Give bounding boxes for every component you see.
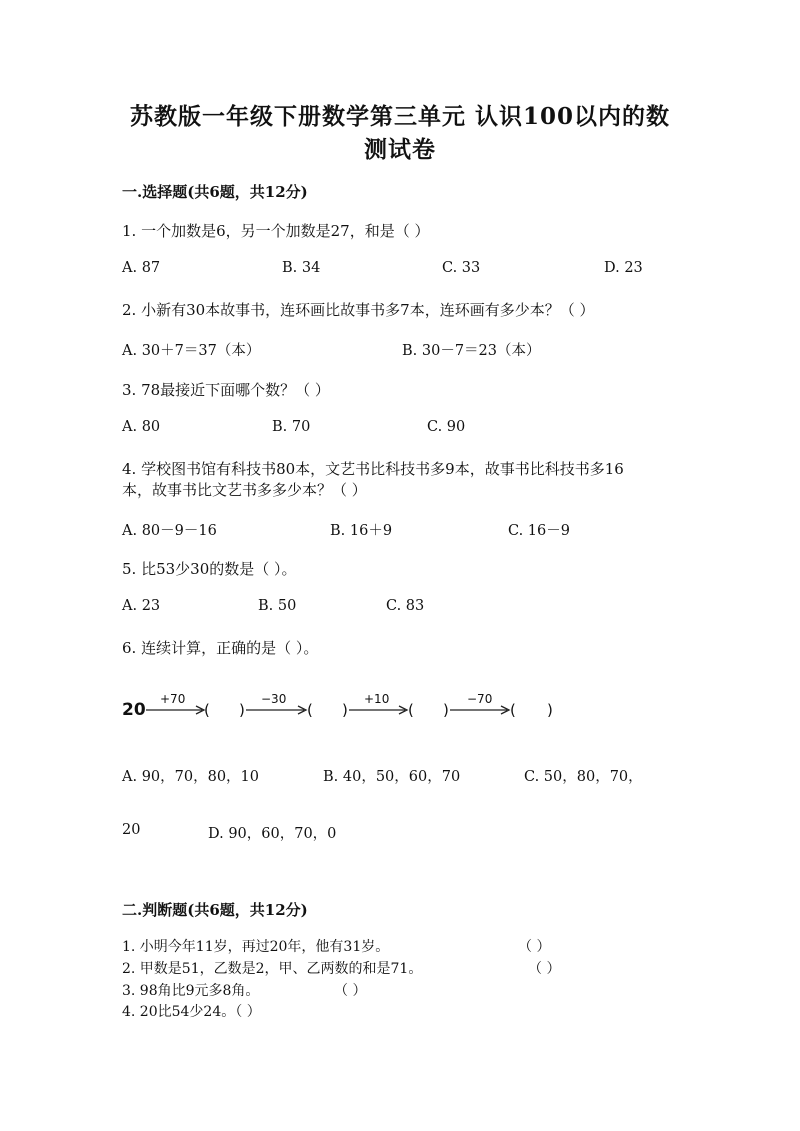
chain-start-number: 20 <box>122 700 146 720</box>
question-4-line-2: 本，故事书比文艺书多多少本？（ ） <box>122 481 367 499</box>
q1-option-d: D. 23 <box>604 260 643 276</box>
q5-option-a: A. 23 <box>122 598 161 614</box>
chain-op-2: −30 <box>261 692 287 706</box>
q6-option-c-continued: 20 <box>122 822 141 838</box>
q4-option-c: C. 16－9 <box>508 523 570 539</box>
question-2: 2. 小新有30本故事书，连环画比故事书多7本，连环画有多少本？（ ） <box>122 301 595 319</box>
q6-option-a: A. 90，70，80，10 <box>122 769 259 785</box>
chain-bracket-open-1: ( <box>204 701 210 719</box>
judgement-1 <box>122 936 551 956</box>
judgement-3-text: 3. 98角比9元多8角。 <box>122 983 260 999</box>
judgement-2-paren: （ ） <box>528 961 561 977</box>
judgement-2 <box>122 958 561 978</box>
title-line-2: 测试卷 <box>364 136 436 163</box>
judgement-3 <box>122 980 367 1000</box>
chain-bracket-open-2: ( <box>307 701 313 719</box>
judgement-1-text: 1. 小明今年11岁，再过20年，他有31岁。 <box>122 939 390 955</box>
q6-option-b: B. 40，50，60，70 <box>323 769 461 785</box>
chain-arrow-4 <box>450 692 509 714</box>
chain-arrow-3 <box>349 692 407 714</box>
q4-option-b: B. 16＋9 <box>330 523 393 539</box>
chain-arrow-2 <box>246 692 306 714</box>
chain-arrow-1 <box>146 692 204 714</box>
chain-bracket-close-4: ) <box>547 701 553 719</box>
q1-option-a: A. 87 <box>122 260 161 276</box>
chain-bracket-open-4: ( <box>510 701 516 719</box>
chain-op-3: +10 <box>364 692 390 706</box>
q3-option-c: C. 90 <box>427 419 466 435</box>
judgement-2-text: 2. 甲数是51，乙数是2，甲、乙两数的和是71。 <box>122 961 423 977</box>
calculation-chain-diagram <box>118 686 578 726</box>
judgement-4-text: 4. 20比54少24。（ ） <box>122 1004 261 1020</box>
chain-bracket-open-3: ( <box>408 701 414 719</box>
q4-option-a: A. 80－9－16 <box>122 523 217 539</box>
section-1-heading: 一.选择题(共6题，共12分) <box>122 183 308 201</box>
q5-option-b: B. 50 <box>258 598 297 614</box>
chain-op-4: −70 <box>467 692 493 706</box>
q2-option-b: B. 30－7＝23（本） <box>402 343 541 359</box>
q5-option-c: C. 83 <box>386 598 425 614</box>
q1-option-b: B. 34 <box>282 260 321 276</box>
q3-option-a: A. 80 <box>122 419 161 435</box>
chain-op-1: +70 <box>160 692 186 706</box>
question-4-line-1: 4. 学校图书馆有科技书80本，文艺书比科技书多9本，故事书比科技书多16 <box>122 460 624 478</box>
judgement-4 <box>122 1001 261 1021</box>
chain-bracket-close-3: ) <box>443 701 449 719</box>
chain-bracket-close-2: ) <box>342 701 348 719</box>
q6-option-c: C. 50，80，70， <box>524 769 643 785</box>
q6-option-d: D. 90，60，70，0 <box>208 826 337 842</box>
question-3: 3. 78最接近下面哪个数？（ ） <box>122 381 330 399</box>
question-6: 6. 连续计算，正确的是（ ）。 <box>122 639 319 657</box>
question-1: 1. 一个加数是6，另一个加数是27，和是（ ） <box>122 222 430 240</box>
title-line-1: 苏教版一年级下册数学第三单元 认识100以内的数 <box>129 103 671 130</box>
question-5: 5. 比53少30的数是（ ）。 <box>122 560 297 578</box>
chain-bracket-close-1: ) <box>239 701 245 719</box>
q2-option-a: A. 30＋7＝37（本） <box>122 343 261 359</box>
q1-option-c: C. 33 <box>442 260 481 276</box>
section-2-heading: 二.判断题(共6题，共12分) <box>122 901 308 919</box>
judgement-3-paren: （ ） <box>334 983 367 999</box>
q3-option-b: B. 70 <box>272 419 311 435</box>
judgement-1-paren: （ ） <box>518 939 551 955</box>
